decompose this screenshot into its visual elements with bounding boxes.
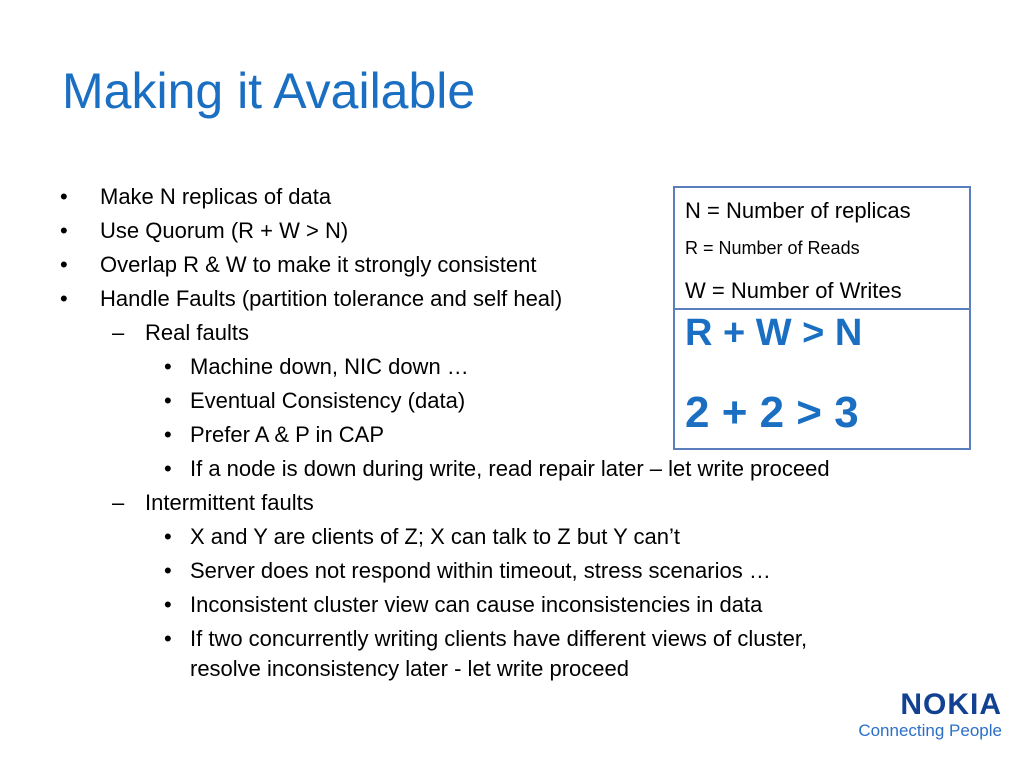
list-item: Machine down, NIC down …: [190, 354, 469, 379]
logo-brand: NOKIA: [900, 688, 1002, 721]
bullet-marker: •: [164, 558, 172, 583]
bullet-marker: •: [164, 626, 172, 651]
bullet-marker: •: [164, 592, 172, 617]
list-item: Handle Faults (partition tolerance and self heal): [100, 286, 563, 311]
bullet-marker: •: [60, 252, 68, 277]
bullet-marker: •: [60, 218, 68, 243]
bullet-marker: •: [164, 422, 172, 447]
list-item: If two concurrently writing clients have different views of cluster,: [190, 626, 808, 651]
bullet-marker: •: [164, 354, 172, 379]
bullet-marker: •: [164, 456, 172, 481]
list-item: Overlap R & W to make it strongly consistent: [100, 252, 537, 277]
sub-list-heading: Intermittent faults: [145, 490, 314, 515]
sub-list-heading: Real faults: [145, 320, 249, 345]
slide-title: Making it Available: [62, 63, 476, 119]
logo-tagline: Connecting People: [858, 721, 1002, 740]
list-item: Inconsistent cluster view can cause inconsistencies in data: [190, 592, 763, 617]
definition-r: R = Number of Reads: [685, 238, 860, 258]
definition-w: W = Number of Writes: [685, 278, 902, 303]
definition-n: N = Number of replicas: [685, 198, 911, 223]
list-item: Eventual Consistency (data): [190, 388, 466, 413]
list-item: Prefer A & P in CAP: [190, 422, 385, 447]
definitions-box: [673, 186, 971, 310]
list-item: Use Quorum (R + W > N): [100, 218, 349, 243]
list-item: If a node is down during write, read repair later – let write proceed: [190, 456, 830, 481]
bullet-marker: •: [164, 524, 172, 549]
list-item: Make N replicas of data: [100, 184, 332, 209]
bullet-marker: •: [60, 286, 68, 311]
bullet-marker: •: [60, 184, 68, 209]
dash-marker: –: [112, 490, 125, 515]
dash-marker: –: [112, 320, 125, 345]
bullet-marker: •: [164, 388, 172, 413]
list-item: X and Y are clients of Z; X can talk to Z but Y can’t: [190, 524, 680, 549]
list-item: Server does not respond within timeout, stress scenarios …: [190, 558, 771, 583]
quorum-example: 2 + 2 > 3: [685, 388, 859, 437]
equation-box: [673, 308, 971, 450]
list-item-continuation: resolve inconsistency later - let write proceed: [190, 656, 629, 681]
quorum-rule: R + W > N: [685, 312, 863, 354]
nokia-logo: [858, 690, 1002, 742]
